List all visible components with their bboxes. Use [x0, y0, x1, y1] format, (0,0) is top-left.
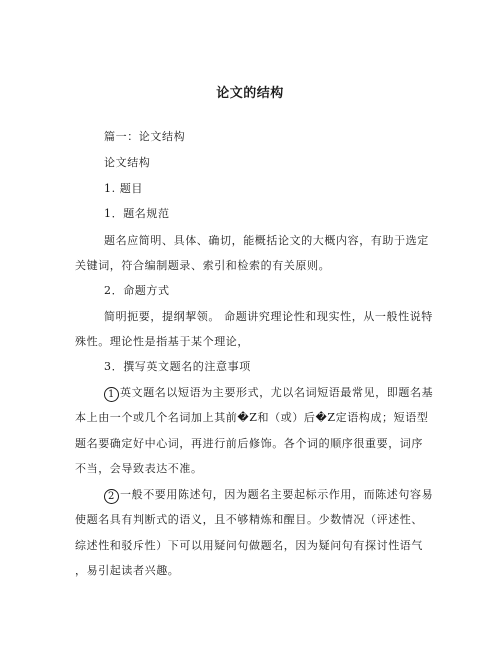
section-subheading: 论文结构 — [104, 156, 151, 169]
paragraph-line: 题名应简明、具体、确切，能概括论文的大概内容，有助于选定 — [104, 234, 429, 247]
paragraph-line: 题名要确定好中心词，再进行前后修饰。各个词的顺序很重要，词序 — [75, 437, 423, 450]
paragraph-line: 关键词，符合编制题录、索引和检索的有关原则。 — [75, 259, 331, 272]
paragraph-line: 综述性和驳斥性）下可以用疑问句做题名，因为疑问句有探讨性语气 — [75, 539, 423, 552]
item-heading: 2．命题方式 — [104, 284, 170, 297]
paragraph-line — [104, 488, 433, 504]
paragraph-line — [104, 386, 433, 402]
paragraph-line: 简明扼要，提纲挈领。 命题讲究理论性和现实性，从一般性说特 — [104, 310, 433, 323]
document-title: 论文的结构 — [216, 86, 284, 101]
circled-number-marker: 2 — [104, 489, 119, 504]
paragraph-line: 殊性。理论性是指基于某个理论， — [75, 335, 249, 348]
circled-number-marker: 1 — [104, 387, 119, 402]
paragraph-line: ，易引起读者兴趣。 — [75, 564, 180, 577]
item-heading: 3．撰写英文题名的注意事项 — [104, 360, 251, 373]
item-heading: 1. 题目 — [104, 182, 143, 195]
paragraph-line: 本上由一个或几个名词加上其前�Z和（或）后�Z定语构成；短语型 — [75, 411, 429, 424]
section-heading: 篇一：论文结构 — [104, 130, 186, 143]
item-heading: 1．题名规范 — [104, 207, 170, 220]
paragraph-text: 一般不要用陈述句，因为题名主要起标示作用，而陈述句容易 — [120, 488, 434, 501]
paragraph-text: 英文题名以短语为主要形式，尤以名词短语最常见，即题名基 — [120, 386, 434, 399]
paragraph-line: 使题名具有判断式的语义，且不够精炼和醒目。少数情况（评述性、 — [75, 513, 423, 526]
paragraph-line: 不当，会导致表达不准。 — [75, 462, 203, 475]
